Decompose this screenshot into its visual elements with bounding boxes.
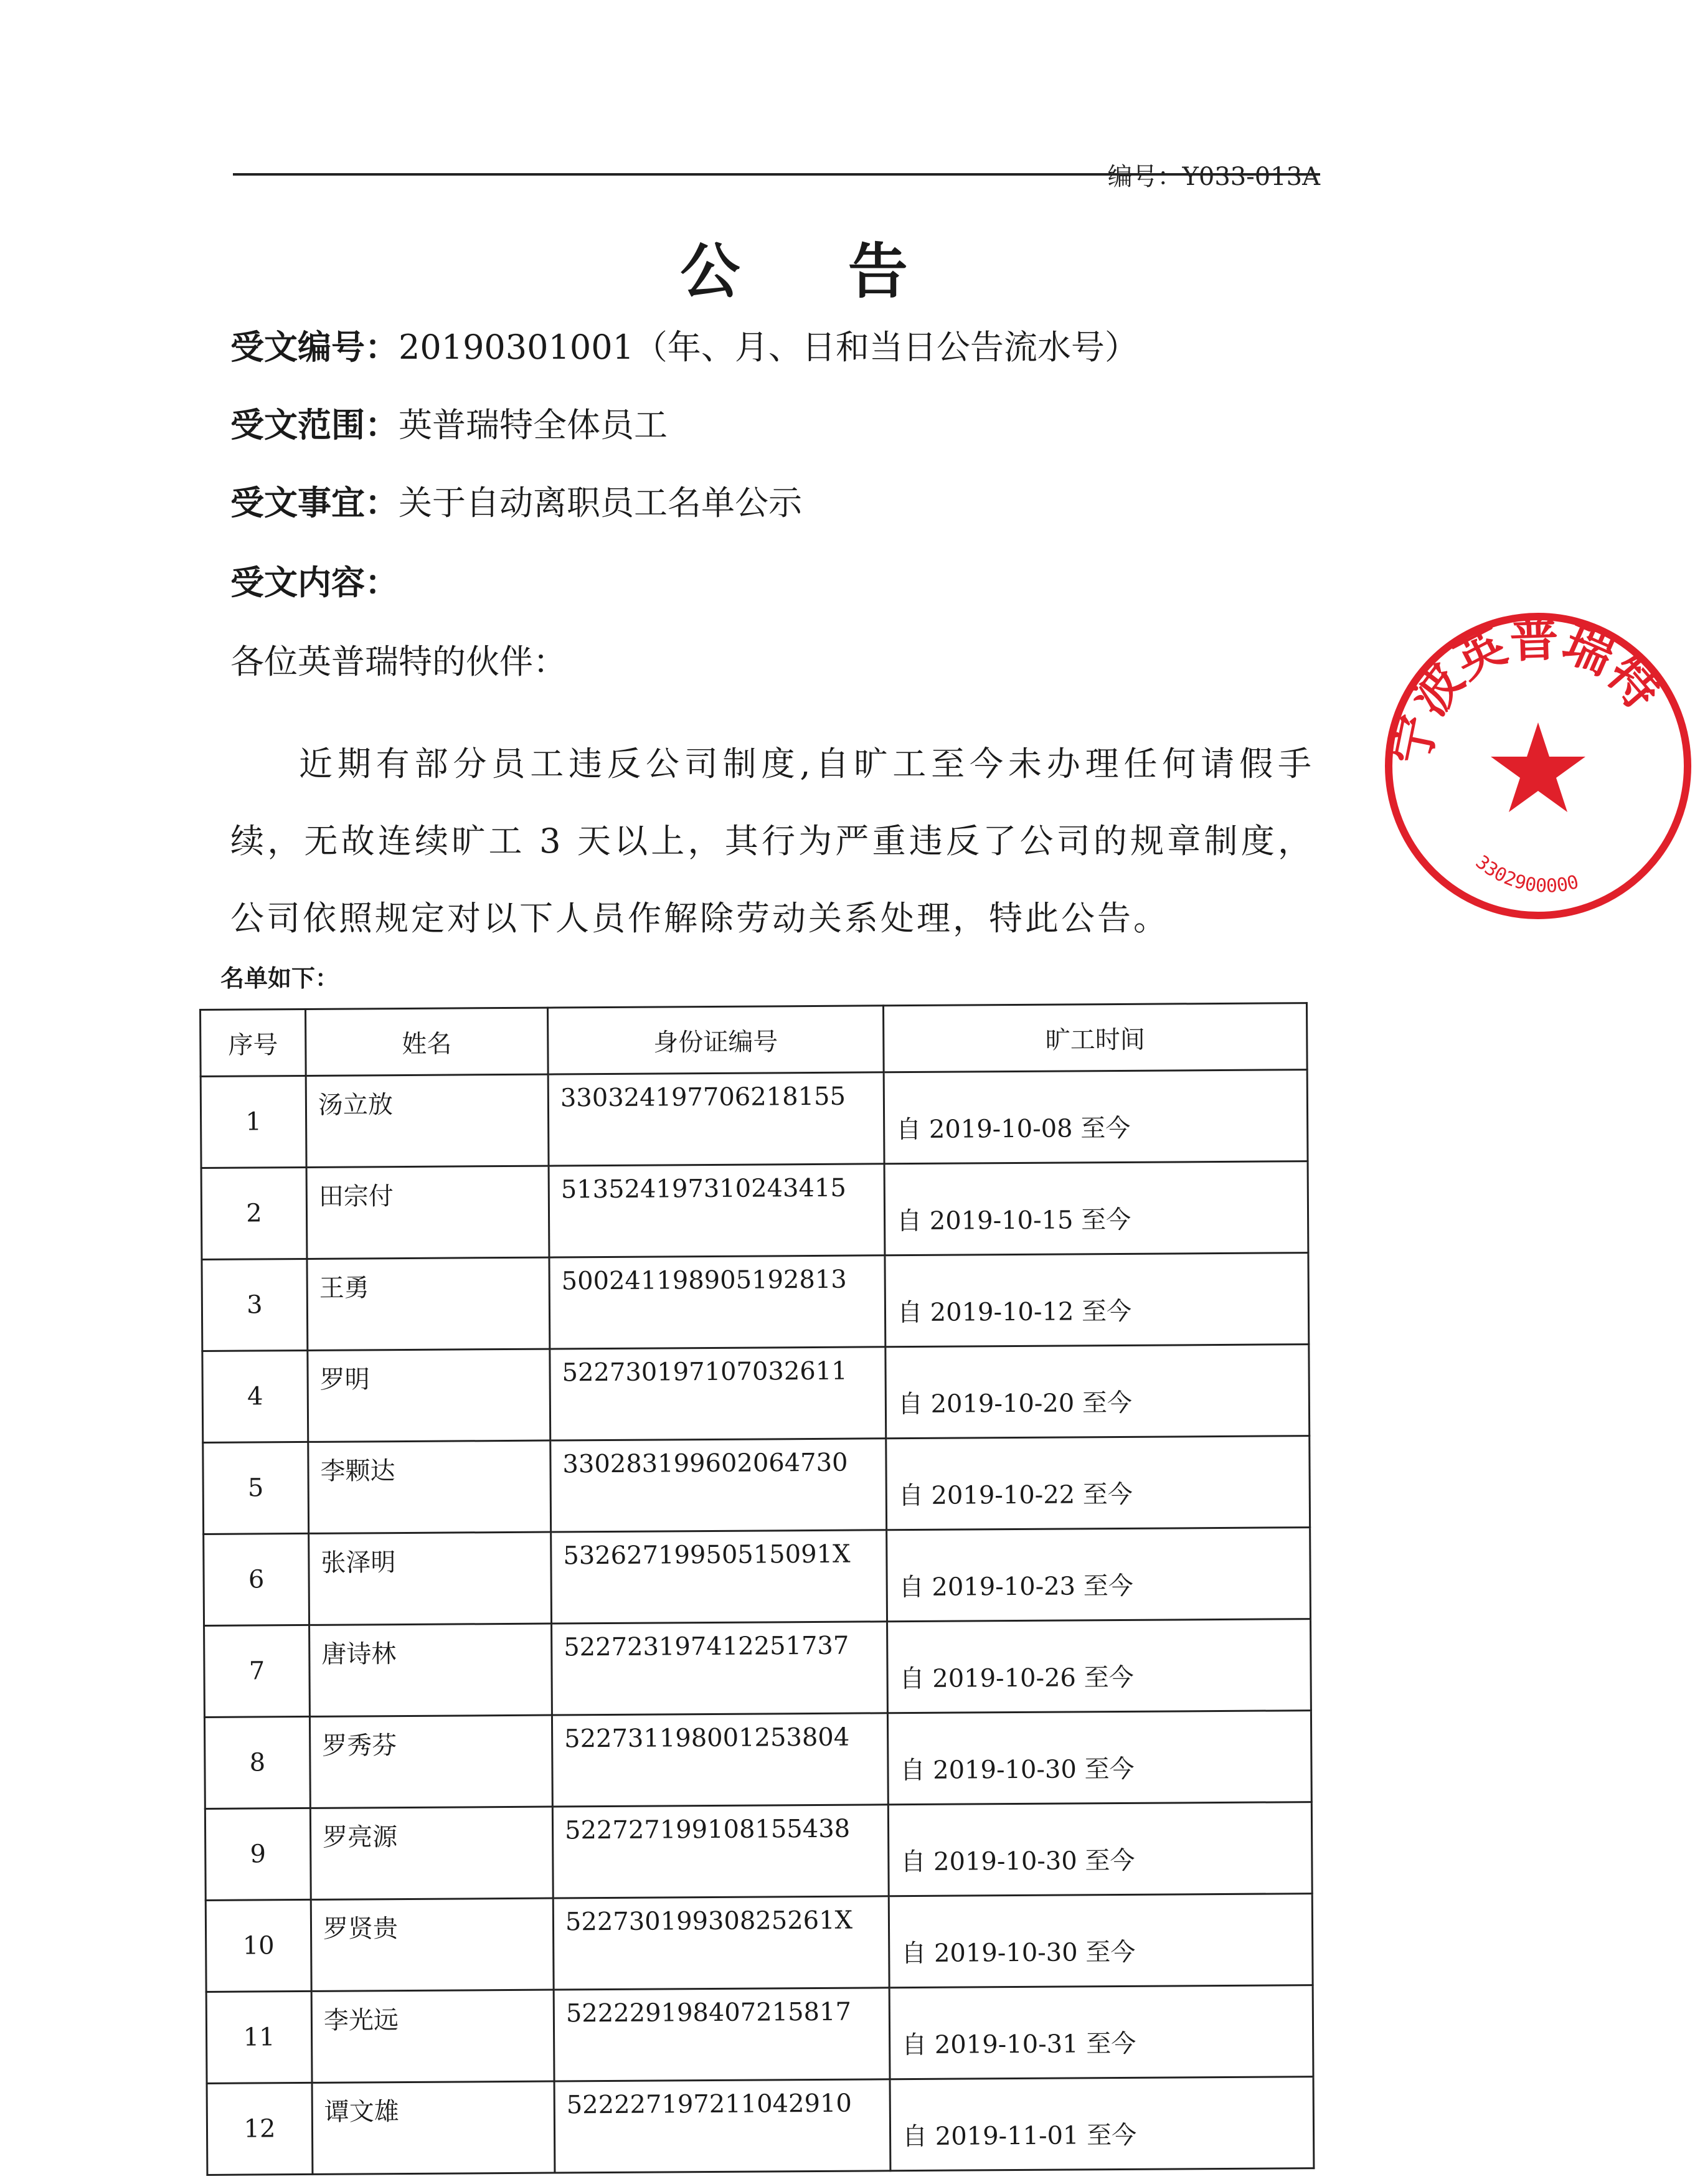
table-row — [204, 1711, 1311, 1809]
cell-date: 自 2019-11-01 至今 — [890, 2077, 1314, 2171]
dismissal-table — [199, 1002, 1315, 2176]
field-key: 受文范围： — [230, 405, 399, 445]
table-row — [204, 1528, 1311, 1626]
cell-id: 522727199108155438 — [552, 1805, 889, 1898]
cell-no: 10 — [205, 1899, 311, 1992]
table-row — [202, 1345, 1310, 1443]
field-key: 受文内容： — [230, 563, 399, 602]
cell-id: 330283199602064730 — [550, 1439, 887, 1532]
header-rule — [233, 173, 1320, 176]
notice-paragraph: 近期有部分员工违反公司制度,自旷工至今未办理任何请假手续，无故连续旷工 3 天以上，其行为严重违反了公司的规章制度，公司依照规定对以下人员作解除劳动关系处理，特此公告。 — [230, 744, 1314, 938]
cell-id: 522731198001253804 — [552, 1713, 888, 1807]
table-row — [203, 1436, 1310, 1534]
field-key: 受文事宜： — [230, 483, 399, 522]
cell-date: 自 2019-10-08 至今 — [884, 1070, 1308, 1164]
field-value: 20190301001（年、月、日和当日公告流水号） — [399, 328, 1138, 367]
cell-date: 自 2019-10-31 至今 — [889, 1985, 1313, 2079]
cell-no: 5 — [203, 1442, 309, 1534]
cell-no: 1 — [201, 1075, 306, 1168]
cell-no: 3 — [202, 1259, 308, 1351]
table-row — [205, 1894, 1313, 1992]
cell-id: 500241198905192813 — [549, 1255, 885, 1349]
cell-id: 513524197310243415 — [549, 1164, 885, 1257]
cell-name: 李颗达 — [308, 1440, 551, 1533]
seal-code: 3302900000 — [1471, 851, 1581, 897]
cell-name: 张泽明 — [309, 1532, 552, 1625]
field-content — [230, 556, 399, 604]
field-value: 英普瑞特全体员工 — [399, 405, 668, 445]
table-row — [207, 2077, 1314, 2175]
cell-name: 唐诗林 — [309, 1624, 552, 1716]
cell-no: 11 — [206, 1991, 312, 2083]
cell-no: 12 — [207, 2082, 313, 2175]
table-row — [201, 1161, 1308, 1260]
table-row — [202, 1253, 1309, 1351]
field-doc-number — [230, 321, 1138, 369]
cell-name: 田宗付 — [306, 1166, 549, 1259]
page-title: 公 告 — [680, 237, 952, 306]
cell-date: 自 2019-10-20 至今 — [885, 1345, 1310, 1439]
cell-date: 自 2019-10-30 至今 — [888, 1802, 1312, 1896]
cell-name: 罗贤贵 — [311, 1898, 554, 1991]
list-label: 名单如下： — [220, 965, 339, 992]
cell-id: 522227197211042910 — [554, 2079, 890, 2173]
cell-no: 6 — [204, 1533, 309, 1625]
cell-id: 522723197412251737 — [552, 1622, 888, 1715]
cell-no: 2 — [201, 1167, 307, 1259]
table-row — [201, 1070, 1308, 1168]
cell-id: 330324197706218155 — [548, 1072, 884, 1166]
cell-id: 522730197107032611 — [550, 1347, 886, 1440]
cell-date: 自 2019-10-22 至今 — [886, 1436, 1310, 1530]
cell-name: 罗亮源 — [310, 1807, 553, 1899]
cell-id: 53262719950515091X — [551, 1530, 887, 1624]
header-name: 姓名 — [306, 1008, 549, 1075]
field-scope — [230, 399, 668, 447]
header-date: 旷工时间 — [883, 1003, 1307, 1072]
cell-id: 522229198407215817 — [554, 1988, 890, 2081]
cell-no: 7 — [204, 1625, 310, 1717]
table-row — [205, 1802, 1312, 1901]
header-id: 身份证编号 — [547, 1006, 884, 1074]
field-subject — [230, 476, 802, 524]
header-no: 序号 — [201, 1009, 306, 1076]
table-header-row — [201, 1003, 1308, 1077]
cell-date: 自 2019-10-23 至今 — [887, 1528, 1311, 1622]
cell-no: 4 — [202, 1350, 308, 1442]
notice-body — [230, 726, 1314, 957]
cell-id: 52273019930825261X — [553, 1896, 889, 1990]
cell-name: 王勇 — [307, 1257, 550, 1350]
greeting: 各位英普瑞特的伙伴： — [230, 642, 567, 681]
cell-date: 自 2019-10-26 至今 — [887, 1619, 1311, 1713]
company-seal — [1376, 604, 1700, 928]
field-value: 关于自动离职员工名单公示 — [399, 483, 802, 522]
cell-date: 自 2019-10-30 至今 — [889, 1894, 1313, 1988]
table-row — [206, 1985, 1313, 2084]
seal-text: 宁波英普瑞特 — [1383, 611, 1670, 770]
field-key: 受文编号： — [230, 328, 399, 367]
cell-name: 罗明 — [308, 1349, 550, 1442]
cell-name: 汤立放 — [306, 1074, 549, 1167]
cell-date: 自 2019-10-12 至今 — [885, 1253, 1309, 1347]
cell-name: 李光远 — [311, 1990, 554, 2082]
document-number: 编号：Y033-013A — [1107, 163, 1320, 191]
cell-no: 9 — [205, 1808, 311, 1900]
cell-no: 8 — [204, 1716, 310, 1808]
cell-date: 自 2019-10-15 至今 — [884, 1161, 1308, 1255]
cell-date: 自 2019-10-30 至今 — [887, 1711, 1311, 1805]
cell-name: 罗秀芬 — [309, 1715, 552, 1808]
seal-star-icon — [1491, 722, 1585, 812]
cell-name: 谭文雄 — [312, 2081, 555, 2174]
table-row — [204, 1619, 1311, 1718]
